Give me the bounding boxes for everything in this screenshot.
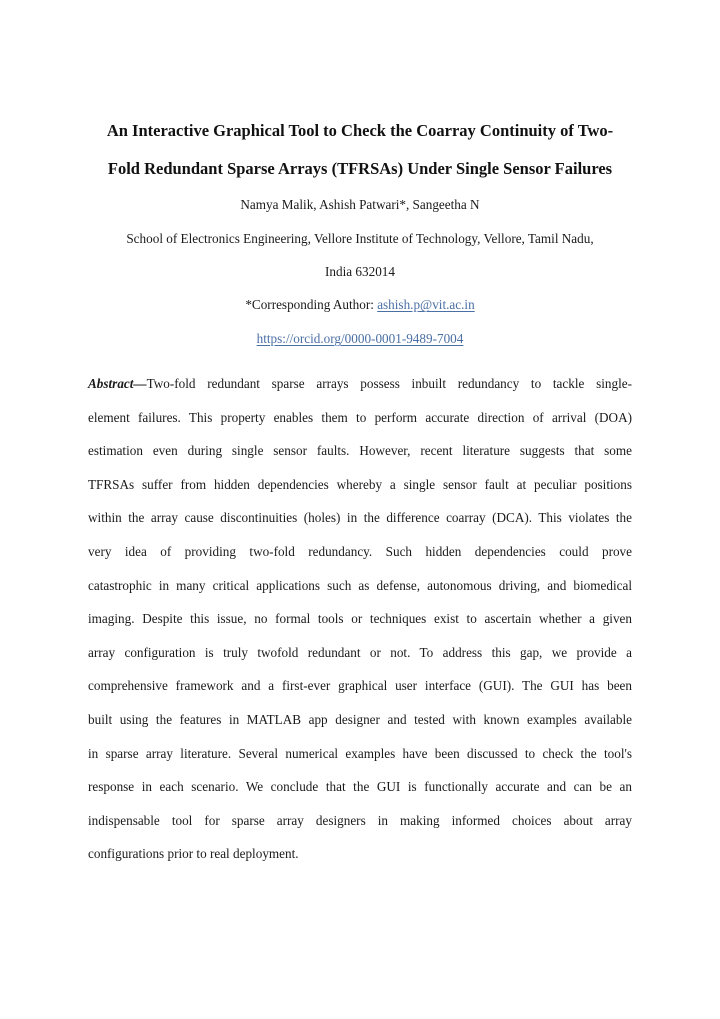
orcid-line: [60, 330, 660, 348]
abstract-line: in sparse array literature. Several numerical examples have been discussed to check the tool's: [88, 745, 632, 761]
abstract-line: built using the features in MATLAB app designer and tested with known examples available: [88, 711, 632, 727]
abstract-line: configurations prior to real deployment.: [88, 846, 299, 862]
abstract-line: within the array cause discontinuities (holes) in the difference coarray (DCA). This violates the: [88, 510, 632, 526]
paper-title: [88, 112, 632, 187]
abstract-line: catastrophic in many critical applications such as defense, autonomous driving, and biomedical: [88, 577, 632, 593]
corresponding-author: [60, 296, 660, 314]
abstract-line: element failures. This property enables them to perform accurate direction of arrival (DOA): [88, 409, 632, 425]
abstract-label: Abstract—: [88, 376, 147, 391]
abstract-line: estimation even during single sensor faults. However, recent literature suggests that some: [88, 443, 632, 459]
author-list: Namya Malik, Ashish Patwari*, Sangeetha N: [240, 197, 480, 212]
affiliation-line-2: India 632014: [325, 264, 395, 279]
abstract-line: very idea of providing two-fold redundancy. Such hidden dependencies could prove: [88, 543, 632, 559]
title-line-2: Fold Redundant Sparse Arrays (TFRSAs) Under Single Sensor Failures: [107, 158, 613, 178]
title-line-1: An Interactive Graphical Tool to Check the Coarray Continuity of Two-: [106, 121, 614, 140]
abstract-line: array configuration is truly twofold redundant or not. To address this gap, we provide a: [88, 644, 632, 660]
corresponding-label: *Corresponding Author:: [245, 297, 378, 312]
orcid-link[interactable]: https://orcid.org/0000-0001-9489-7004: [256, 331, 464, 346]
abstract-line: imaging. Despite this issue, no formal tools or techniques exist to ascertain whether a given: [88, 611, 632, 627]
abstract-line: comprehensive framework and a first-ever graphical user interface (GUI). The GUI has been: [88, 678, 632, 694]
abstract: [88, 367, 632, 871]
abstract-line: indispensable tool for sparse array designers in making informed choices about array: [88, 812, 632, 828]
corresponding-email-link[interactable]: ashish.p@vit.ac.in: [377, 297, 475, 312]
affiliation-line-1: School of Electronics Engineering, Vellore Institute of Technology, Vellore, Tamil Nadu,: [126, 231, 594, 246]
abstract-line: response in each scenario. We conclude that the GUI is functionally accurate and can be an: [88, 779, 632, 795]
abstract-line: TFRSAs suffer from hidden dependencies whereby a single sensor fault at peculiar positions: [88, 476, 632, 492]
abstract-line: Abstract—Two-fold redundant sparse arrays possess inbuilt redundancy to tackle single-: [88, 376, 632, 391]
